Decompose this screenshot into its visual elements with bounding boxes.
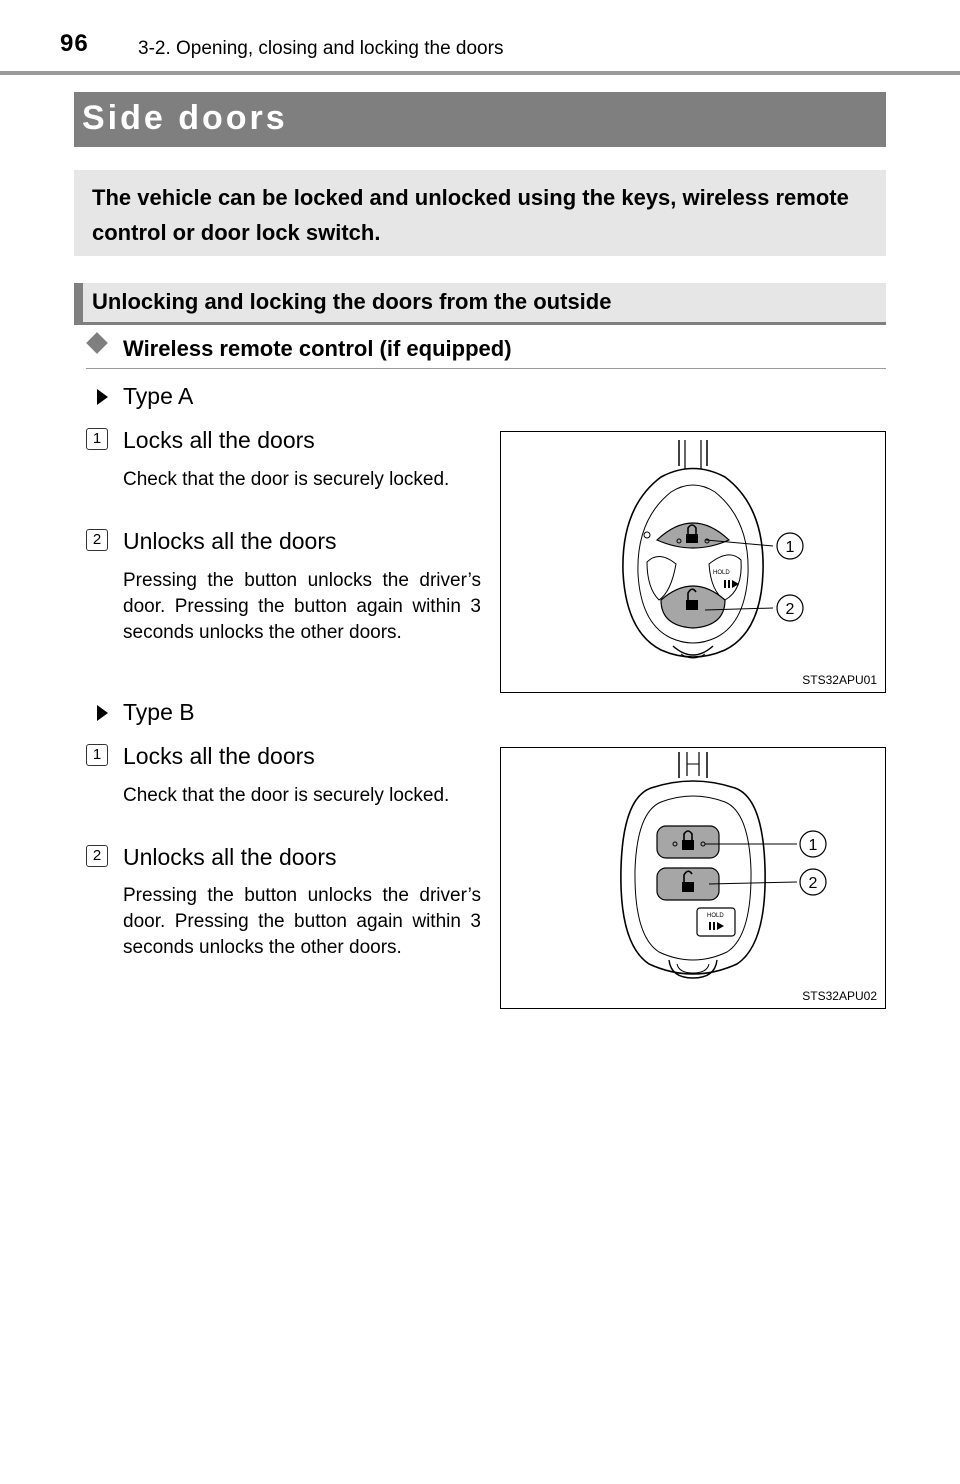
item-title: Locks all the doors xyxy=(123,743,315,769)
key-fob-illustration xyxy=(501,748,885,1008)
hold-text: HOLD xyxy=(707,913,724,919)
topic-title: Wireless remote control (if equipped) xyxy=(123,336,512,361)
subsection-title: Unlocking and locking the doors from the outside xyxy=(92,289,612,314)
type-a-label: Type A xyxy=(123,383,194,409)
item-title: Unlocks all the doors xyxy=(123,844,337,870)
callout-1: 1 xyxy=(808,837,818,854)
item-title: Unlocks all the doors xyxy=(123,528,337,554)
triangle-bullet-icon xyxy=(97,705,108,721)
diamond-bullet-icon xyxy=(86,332,108,354)
triangle-bullet-icon xyxy=(97,389,108,405)
key-fob-figure-type-a xyxy=(500,431,886,693)
section-title: Side doors xyxy=(82,99,288,137)
topic-rule xyxy=(86,368,886,369)
figure-code: STS32APU01 xyxy=(802,673,877,687)
callout-1: 1 xyxy=(785,539,795,556)
item-number-badge: 2 xyxy=(86,529,108,551)
type-b-label: Type B xyxy=(123,699,195,725)
header-rule xyxy=(0,71,960,75)
figure-code: STS32APU02 xyxy=(802,989,877,1003)
key-fob-illustration xyxy=(501,432,885,692)
item-title: Locks all the doors xyxy=(123,427,315,453)
key-fob-figure-type-b xyxy=(500,747,886,1009)
item-number-badge: 1 xyxy=(86,428,108,450)
subsection-rule xyxy=(74,322,886,325)
chapter-header: 3-2. Opening, closing and locking the doors xyxy=(138,38,504,59)
page-number: 96 xyxy=(60,30,89,57)
item-number-badge: 2 xyxy=(86,845,108,867)
item-description: Pressing the button unlocks the driver’s door. Pressing the button again within 3 seconds unlocks the other doors. xyxy=(123,570,481,643)
item-description: Check that the door is securely locked. xyxy=(123,785,450,806)
callout-2: 2 xyxy=(808,875,818,892)
hold-text: HOLD xyxy=(713,570,730,576)
item-number-badge: 1 xyxy=(86,744,108,766)
callout-2: 2 xyxy=(785,601,795,618)
item-description: Pressing the button unlocks the driver’s door. Pressing the button again within 3 seconds unlocks the other doors. xyxy=(123,885,481,958)
item-description: Check that the door is securely locked. xyxy=(123,469,450,490)
intro-text: The vehicle can be locked and unlocked using the keys, wireless remote control or door lock switch. xyxy=(92,185,849,245)
